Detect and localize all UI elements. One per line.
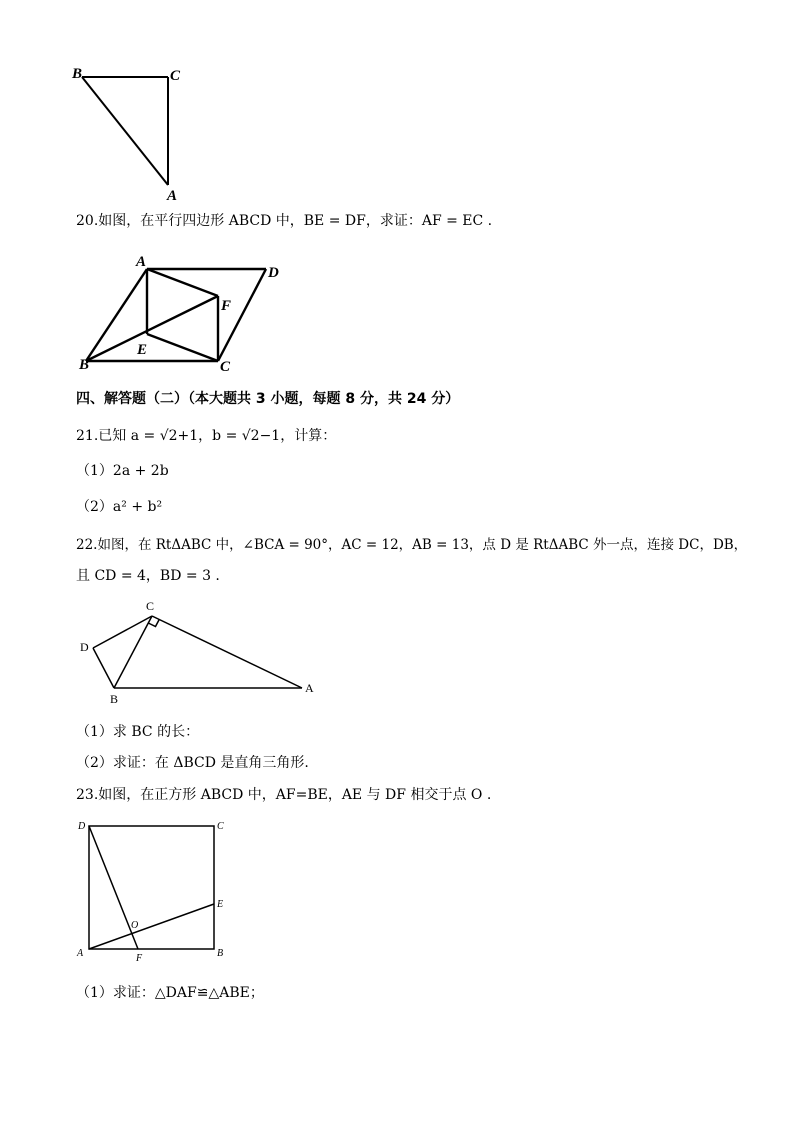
label-A: A xyxy=(167,188,178,204)
question-23-part-1: （1）求证：△DAF≌△ABE； xyxy=(76,985,264,1001)
question-22-line-1: 22.如图，在 RtΔABC 中，∠BCA = 90°，AC = 12，AB = 13，点 D 是 RtΔABC 外一点，连接 DC，DB， xyxy=(76,537,748,553)
label-D: D xyxy=(80,640,89,654)
label-D: D xyxy=(268,265,279,281)
figure-19-triangle xyxy=(60,60,200,210)
question-22-part-2: （2）求证：在 ΔBCD 是直角三角形. xyxy=(76,755,309,771)
label-D: D xyxy=(78,821,86,832)
question-21-part-1: （1）2a + 2b xyxy=(76,463,169,479)
section-4-title: 四、解答题（二）（本大题共 3 小题，每题 8 分，共 24 分） xyxy=(76,391,460,407)
triangle-lines xyxy=(93,616,302,688)
question-21-stem: 21.已知 a = √2+1，b = √2−1，计算： xyxy=(76,428,337,444)
label-F: F xyxy=(136,953,143,964)
label-C: C xyxy=(220,359,231,375)
label-B: B xyxy=(217,948,224,959)
figure-22-triangles xyxy=(70,595,330,710)
label-F: F xyxy=(221,298,232,314)
question-22-line-2: 且 CD = 4，BD = 3 . xyxy=(76,568,220,584)
label-A: A xyxy=(136,254,147,270)
label-C: C xyxy=(170,68,181,84)
square-lines xyxy=(89,826,214,949)
label-A: A xyxy=(77,948,84,959)
question-23-stem: 23.如图，在正方形 ABCD 中，AF=BE，AE 与 DF 相交于点 O . xyxy=(76,787,492,803)
label-B: B xyxy=(79,357,90,373)
label-B: B xyxy=(110,692,119,706)
label-O: O xyxy=(131,920,139,931)
label-E: E xyxy=(217,899,224,910)
label-A: A xyxy=(305,681,314,695)
triangle-bca xyxy=(82,77,168,185)
question-21-part-2: （2）a² + b² xyxy=(76,499,163,515)
question-22-part-1: （1）求 BC 的长： xyxy=(76,724,200,740)
figure-20-parallelogram xyxy=(70,245,300,375)
label-E: E xyxy=(137,342,148,358)
figure-23-square xyxy=(70,815,240,965)
label-C: C xyxy=(146,599,155,613)
label-C: C xyxy=(217,821,224,832)
question-20-text: 20.如图，在平行四边形 ABCD 中，BE = DF，求证：AF = EC . xyxy=(76,213,493,229)
parallelogram-lines xyxy=(86,269,266,361)
label-B: B xyxy=(72,66,83,82)
